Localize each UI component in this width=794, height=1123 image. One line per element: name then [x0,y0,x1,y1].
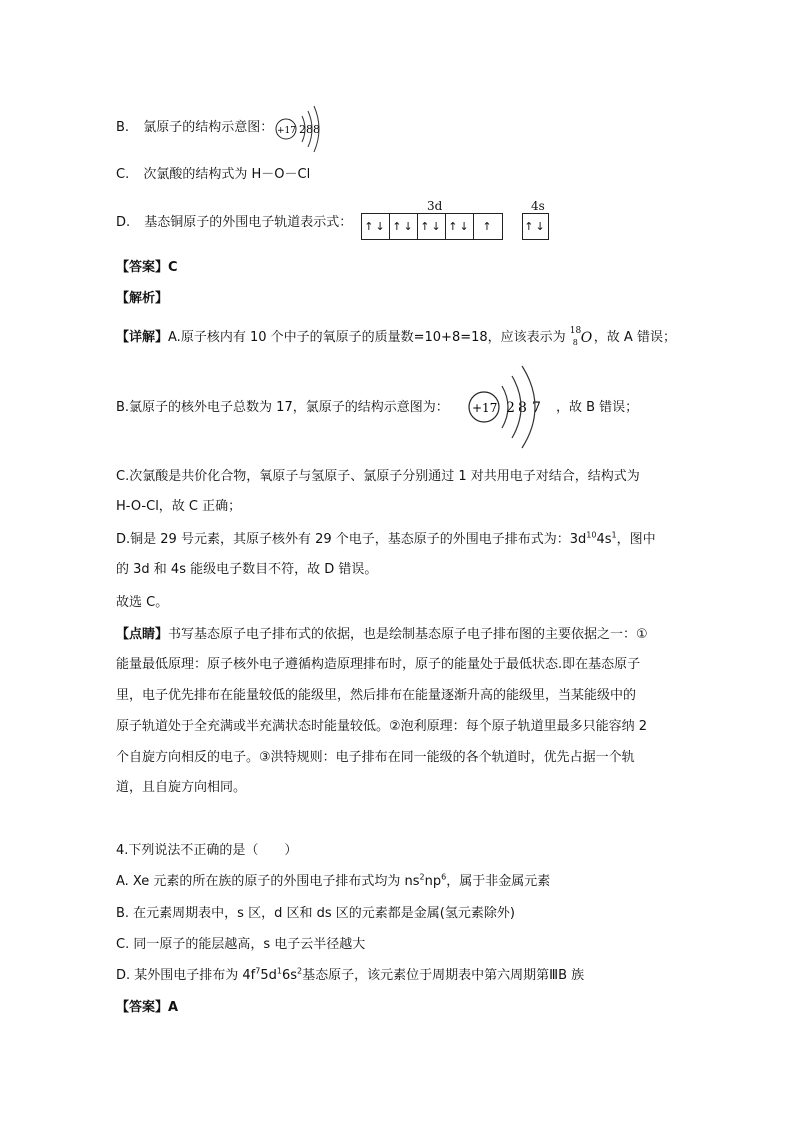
point-line-4: 原子轨道处于全充满或半充满状态时能量较低。②泡利原理：每个原子轨道里最多只能容纳 2 [116,719,648,734]
option-b-prefix: B. [116,120,130,135]
shell-number-3: 7 [532,400,541,416]
q4-answer: 【答案】A [116,1000,179,1015]
orbital-4s-box [523,213,549,240]
point-line-3: 里，电子优先排布在能量较低的能级里，然后排布在能量逐渐升高的能级里，当某能级中的 [116,688,637,703]
orbital-3d-cell: ↑↓ [361,213,390,240]
chlorine-atom-diagram-small [272,100,332,156]
q4-option-c: C. 同一原子的能层越高，s 电子云半径越大 [116,937,366,952]
label-4s: 4s [531,199,545,213]
nuclide-symbol: O [580,330,593,346]
detail-c-line1: C.次氯酸是共价化合物，氧原子与氢原子、氯原子分别通过 1 对共用电子对结合，结构式为 [116,469,640,484]
shell-numbers-small: 288 [299,123,320,136]
detail-a [116,328,676,348]
answer-1: 【答案】C [116,260,178,275]
option-b-text: 氯原子的结构示意图： [143,120,274,135]
analysis-heading: 【解析】 [116,291,169,306]
detail-a-tail: ，故 A 错误； [593,330,676,345]
q4-option-b: B. 在元素周期表中，s 区，d 区和 ds 区的元素都是金属(氢元素除外) [116,906,515,921]
oxygen-nuclide-symbol [570,328,594,348]
shell-number-2: 8 [518,400,527,416]
nucleus-label-large: +17 [472,401,498,415]
point-line-6: 道，且自旋方向相同。 [116,780,247,795]
detail-b [116,398,449,418]
option-c-prefix: C. [116,167,130,182]
sup-1: 1 [611,530,617,540]
option-d [116,213,352,233]
nuclide-mass-number: 18 [569,326,582,336]
nuclide-atomic-number: 8 [572,338,578,347]
point-heading: 【点睛】 [116,627,169,642]
option-c [116,165,310,185]
question-4-title: 4.下列说法不正确的是（ ） [116,843,298,858]
detail-d-line1 [116,530,656,550]
orbital-3d-boxes [362,213,503,240]
sup-10: 10 [586,530,597,540]
detail-d-4s: 4s [596,532,612,547]
orbital-3d-cell: ↑ [473,213,503,240]
choose-answer: 故选 C。 [116,595,169,610]
option-d-text: 基态铜原子的外围电子轨道表示式： [144,215,353,230]
q4-option-a: A. Xe 元素的所在族的原子的外围电子排布式均为 $ns^2np^6$，属于非金属元素 [116,872,551,889]
detail-b-text: B.氯原子的核外电子总数为 17，氯原子的结构示意图为： [116,400,449,415]
nucleus-label-small: +17 [277,126,296,136]
orbital-3d-cell: ↑↓ [389,213,418,240]
point-line-2: 能量最低原理：原子核外电子遵循构造原理排布时，原子的能量处于最低状态.即在基态原子 [116,657,641,672]
label-3d: 3d [427,199,443,213]
option-d-prefix: D. [116,215,131,230]
detail-d-line2: 的 3d 和 4s 能级电子数目不符，故 D 错误。 [116,562,378,577]
shell-number-1: 2 [506,400,515,416]
orbital-4s-cell: ↑↓ [522,213,549,240]
option-c-text: 次氯酸的结构式为 H－O－Cl [143,167,311,182]
detail-d-text: D.铜是 29 号元素，其原子核外有 29 个电子，基态原子的外围电子排布式为：3d [116,532,587,547]
option-b [116,118,273,138]
point-line-1: 【点睛】书写基态原子电子排布式的依据，也是绘制基态原子电子排布图的主要依据之一：① [116,627,648,642]
point-line-5: 个自旋方向相反的电子。③洪特规则：电子排布在同一能级的各个轨道时，优先占据一个轨 [116,750,635,765]
chlorine-atom-diagram-large [466,362,564,456]
detail-d-tail: ，图中 [616,532,656,547]
q4-option-d: D. 某外围电子排布为 $4f^75d^16s^2$基态原子，该元素位于周期表中第六周期第ⅢB 族 [116,966,585,983]
orbital-3d-cell: ↑↓ [445,213,474,240]
detail-heading: 【详解】 [116,330,169,345]
detail-a-text: A.原子核内有 10 个中子的氧原子的质量数=10+8=18，应该表示为 [168,330,566,345]
detail-b-tail: ，故 B 错误； [556,400,639,415]
detail-c-line2: H-O-Cl，故 C 正确； [116,499,242,514]
orbital-3d-cell: ↑↓ [417,213,446,240]
